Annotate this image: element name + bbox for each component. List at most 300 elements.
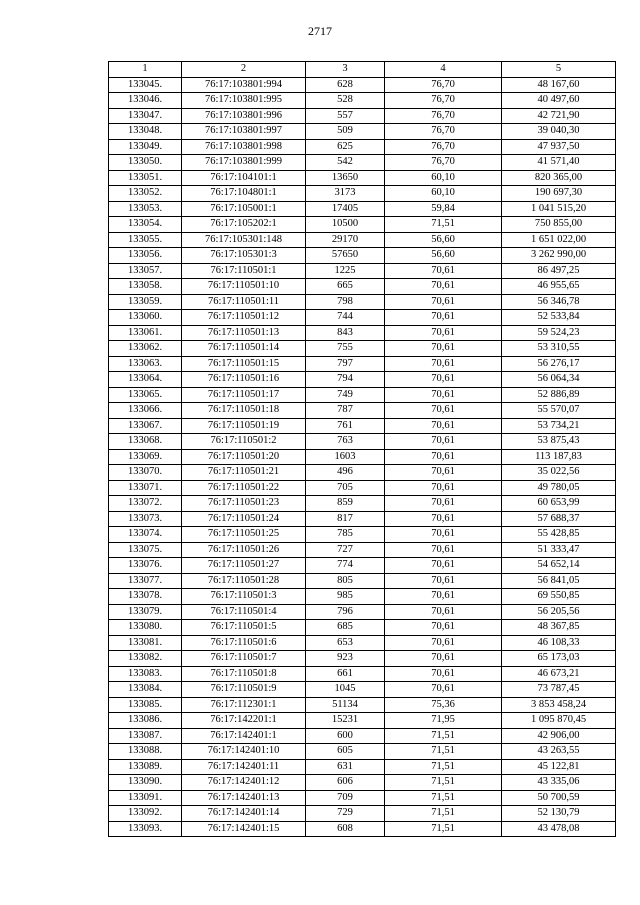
area-cell: 57650	[306, 248, 385, 264]
specific-value-cell: 70,61	[385, 682, 502, 698]
cadastral-number-cell: 76:17:110501:15	[182, 356, 306, 372]
table-row	[109, 806, 616, 822]
cadastral-number-cell: 76:17:105301:148	[182, 232, 306, 248]
cadastral-value-cell: 65 173,03	[502, 651, 616, 667]
cadastral-value-cell: 1 041 515,20	[502, 201, 616, 217]
specific-value-cell: 71,51	[385, 821, 502, 837]
row-index-cell: 133072.	[109, 496, 182, 512]
cadastral-number-cell: 76:17:103801:998	[182, 139, 306, 155]
specific-value-cell: 70,61	[385, 527, 502, 543]
cadastral-value-cell: 53 310,55	[502, 341, 616, 357]
column-number-row	[109, 62, 616, 78]
table-row	[109, 139, 616, 155]
area-cell: 763	[306, 434, 385, 450]
area-cell: 606	[306, 775, 385, 791]
row-index-cell: 133047.	[109, 108, 182, 124]
row-index-cell: 133086.	[109, 713, 182, 729]
row-index-cell: 133078.	[109, 589, 182, 605]
table-row	[109, 108, 616, 124]
specific-value-cell: 70,61	[385, 418, 502, 434]
specific-value-cell: 56,60	[385, 232, 502, 248]
cadastral-value-cell: 1 651 022,00	[502, 232, 616, 248]
table-row	[109, 77, 616, 93]
specific-value-cell: 71,51	[385, 775, 502, 791]
area-cell: 10500	[306, 217, 385, 233]
table-row	[109, 186, 616, 202]
cadastral-number-cell: 76:17:110501:9	[182, 682, 306, 698]
cadastral-number-cell: 76:17:142401:1	[182, 728, 306, 744]
specific-value-cell: 60,10	[385, 170, 502, 186]
table-row	[109, 527, 616, 543]
area-cell: 625	[306, 139, 385, 155]
cadastral-number-cell: 76:17:103801:994	[182, 77, 306, 93]
specific-value-cell: 70,61	[385, 666, 502, 682]
column-header-5: 5	[502, 62, 616, 78]
table-row	[109, 728, 616, 744]
specific-value-cell: 71,51	[385, 744, 502, 760]
row-index-cell: 133073.	[109, 511, 182, 527]
cadastral-value-table	[108, 61, 616, 837]
area-cell: 509	[306, 124, 385, 140]
specific-value-cell: 70,61	[385, 279, 502, 295]
area-cell: 787	[306, 403, 385, 419]
cadastral-number-cell: 76:17:110501:8	[182, 666, 306, 682]
row-index-cell: 133070.	[109, 465, 182, 481]
row-index-cell: 133092.	[109, 806, 182, 822]
specific-value-cell: 70,61	[385, 294, 502, 310]
area-cell: 859	[306, 496, 385, 512]
cadastral-value-cell: 113 187,83	[502, 449, 616, 465]
table-row	[109, 449, 616, 465]
table-row	[109, 744, 616, 760]
cadastral-number-cell: 76:17:103801:995	[182, 93, 306, 109]
table-row	[109, 155, 616, 171]
cadastral-value-cell: 59 524,23	[502, 325, 616, 341]
cadastral-value-cell: 190 697,30	[502, 186, 616, 202]
cadastral-value-cell: 69 550,85	[502, 589, 616, 605]
specific-value-cell: 70,61	[385, 263, 502, 279]
specific-value-cell: 76,70	[385, 77, 502, 93]
specific-value-cell: 71,95	[385, 713, 502, 729]
table-row	[109, 356, 616, 372]
cadastral-number-cell: 76:17:103801:997	[182, 124, 306, 140]
table-row	[109, 775, 616, 791]
cadastral-number-cell: 76:17:112301:1	[182, 697, 306, 713]
table-row	[109, 496, 616, 512]
specific-value-cell: 70,61	[385, 403, 502, 419]
cadastral-number-cell: 76:17:110501:19	[182, 418, 306, 434]
specific-value-cell: 70,61	[385, 325, 502, 341]
cadastral-number-cell: 76:17:110501:24	[182, 511, 306, 527]
cadastral-number-cell: 76:17:142401:13	[182, 790, 306, 806]
specific-value-cell: 70,61	[385, 387, 502, 403]
area-cell: 805	[306, 573, 385, 589]
cadastral-number-cell: 76:17:142201:1	[182, 713, 306, 729]
row-index-cell: 133089.	[109, 759, 182, 775]
cadastral-number-cell: 76:17:110501:18	[182, 403, 306, 419]
cadastral-value-cell: 50 700,59	[502, 790, 616, 806]
table-row	[109, 589, 616, 605]
specific-value-cell: 70,61	[385, 434, 502, 450]
area-cell: 727	[306, 542, 385, 558]
cadastral-number-cell: 76:17:110501:22	[182, 480, 306, 496]
cadastral-value-cell: 49 780,05	[502, 480, 616, 496]
area-cell: 923	[306, 651, 385, 667]
specific-value-cell: 76,70	[385, 108, 502, 124]
table-row	[109, 604, 616, 620]
cadastral-value-cell: 43 478,08	[502, 821, 616, 837]
area-cell: 985	[306, 589, 385, 605]
specific-value-cell: 70,61	[385, 651, 502, 667]
area-cell: 15231	[306, 713, 385, 729]
table-row	[109, 201, 616, 217]
specific-value-cell: 70,61	[385, 558, 502, 574]
cadastral-number-cell: 76:17:110501:20	[182, 449, 306, 465]
table-body	[109, 77, 616, 837]
area-cell: 608	[306, 821, 385, 837]
cadastral-number-cell: 76:17:110501:14	[182, 341, 306, 357]
cadastral-value-cell: 52 533,84	[502, 310, 616, 326]
cadastral-number-cell: 76:17:103801:996	[182, 108, 306, 124]
table-row	[109, 697, 616, 713]
table-row	[109, 682, 616, 698]
cadastral-value-cell: 48 367,85	[502, 620, 616, 636]
row-index-cell: 133093.	[109, 821, 182, 837]
area-cell: 709	[306, 790, 385, 806]
area-cell: 1603	[306, 449, 385, 465]
row-index-cell: 133082.	[109, 651, 182, 667]
cadastral-value-cell: 56 205,56	[502, 604, 616, 620]
cadastral-number-cell: 76:17:142401:12	[182, 775, 306, 791]
row-index-cell: 133053.	[109, 201, 182, 217]
cadastral-number-cell: 76:17:110501:7	[182, 651, 306, 667]
cadastral-number-cell: 76:17:110501:11	[182, 294, 306, 310]
cadastral-value-cell: 60 653,99	[502, 496, 616, 512]
specific-value-cell: 71,51	[385, 217, 502, 233]
table-row	[109, 93, 616, 109]
row-index-cell: 133052.	[109, 186, 182, 202]
area-cell: 628	[306, 77, 385, 93]
cadastral-value-cell: 46 673,21	[502, 666, 616, 682]
cadastral-number-cell: 76:17:110501:6	[182, 635, 306, 651]
table-row	[109, 635, 616, 651]
area-cell: 605	[306, 744, 385, 760]
specific-value-cell: 70,61	[385, 635, 502, 651]
table-row	[109, 387, 616, 403]
row-index-cell: 133066.	[109, 403, 182, 419]
cadastral-value-cell: 56 276,17	[502, 356, 616, 372]
cadastral-value-cell: 3 853 458,24	[502, 697, 616, 713]
cadastral-number-cell: 76:17:105202:1	[182, 217, 306, 233]
area-cell: 729	[306, 806, 385, 822]
table-row	[109, 821, 616, 837]
cadastral-number-cell: 76:17:142401:11	[182, 759, 306, 775]
area-cell: 774	[306, 558, 385, 574]
cadastral-value-cell: 56 841,05	[502, 573, 616, 589]
cadastral-value-cell: 3 262 990,00	[502, 248, 616, 264]
area-cell: 794	[306, 372, 385, 388]
cadastral-value-cell: 52 886,89	[502, 387, 616, 403]
row-index-cell: 133068.	[109, 434, 182, 450]
specific-value-cell: 70,61	[385, 620, 502, 636]
cadastral-number-cell: 76:17:110501:12	[182, 310, 306, 326]
area-cell: 1225	[306, 263, 385, 279]
area-cell: 665	[306, 279, 385, 295]
cadastral-number-cell: 76:17:110501:10	[182, 279, 306, 295]
area-cell: 817	[306, 511, 385, 527]
table-row	[109, 666, 616, 682]
row-index-cell: 133080.	[109, 620, 182, 636]
cadastral-value-cell: 56 346,78	[502, 294, 616, 310]
cadastral-number-cell: 76:17:110501:28	[182, 573, 306, 589]
cadastral-value-cell: 45 122,81	[502, 759, 616, 775]
row-index-cell: 133077.	[109, 573, 182, 589]
specific-value-cell: 76,70	[385, 93, 502, 109]
row-index-cell: 133071.	[109, 480, 182, 496]
page-number: 2717	[308, 24, 332, 38]
row-index-cell: 133069.	[109, 449, 182, 465]
area-cell: 496	[306, 465, 385, 481]
area-cell: 797	[306, 356, 385, 372]
area-cell: 705	[306, 480, 385, 496]
specific-value-cell: 71,51	[385, 806, 502, 822]
area-cell: 798	[306, 294, 385, 310]
cadastral-number-cell: 76:17:142401:15	[182, 821, 306, 837]
cadastral-number-cell: 76:17:110501:27	[182, 558, 306, 574]
cadastral-value-cell: 56 064,34	[502, 372, 616, 388]
cadastral-number-cell: 76:17:104101:1	[182, 170, 306, 186]
specific-value-cell: 70,61	[385, 604, 502, 620]
table-row	[109, 372, 616, 388]
area-cell: 749	[306, 387, 385, 403]
row-index-cell: 133063.	[109, 356, 182, 372]
cadastral-number-cell: 76:17:110501:1	[182, 263, 306, 279]
cadastral-value-cell: 55 428,85	[502, 527, 616, 543]
row-index-cell: 133064.	[109, 372, 182, 388]
cadastral-number-cell: 76:17:110501:21	[182, 465, 306, 481]
table-row	[109, 418, 616, 434]
cadastral-value-cell: 47 937,50	[502, 139, 616, 155]
area-cell: 796	[306, 604, 385, 620]
table-row	[109, 651, 616, 667]
specific-value-cell: 70,61	[385, 589, 502, 605]
specific-value-cell: 76,70	[385, 124, 502, 140]
area-cell: 631	[306, 759, 385, 775]
cadastral-number-cell: 76:17:105001:1	[182, 201, 306, 217]
specific-value-cell: 71,51	[385, 759, 502, 775]
table-row	[109, 542, 616, 558]
cadastral-number-cell: 76:17:110501:26	[182, 542, 306, 558]
table-row	[109, 310, 616, 326]
specific-value-cell: 76,70	[385, 155, 502, 171]
area-cell: 785	[306, 527, 385, 543]
specific-value-cell: 71,51	[385, 790, 502, 806]
row-index-cell: 133090.	[109, 775, 182, 791]
specific-value-cell: 71,51	[385, 728, 502, 744]
cadastral-value-cell: 41 571,40	[502, 155, 616, 171]
specific-value-cell: 70,61	[385, 480, 502, 496]
table-row	[109, 465, 616, 481]
area-cell: 51134	[306, 697, 385, 713]
specific-value-cell: 70,61	[385, 511, 502, 527]
cadastral-value-cell: 51 333,47	[502, 542, 616, 558]
cadastral-number-cell: 76:17:110501:23	[182, 496, 306, 512]
row-index-cell: 133091.	[109, 790, 182, 806]
row-index-cell: 133057.	[109, 263, 182, 279]
cadastral-number-cell: 76:17:103801:999	[182, 155, 306, 171]
table-row	[109, 573, 616, 589]
area-cell: 13650	[306, 170, 385, 186]
table-row	[109, 232, 616, 248]
cadastral-number-cell: 76:17:110501:16	[182, 372, 306, 388]
table-row	[109, 713, 616, 729]
area-cell: 1045	[306, 682, 385, 698]
table-row	[109, 403, 616, 419]
cadastral-value-cell: 35 022,56	[502, 465, 616, 481]
area-cell: 542	[306, 155, 385, 171]
row-index-cell: 133056.	[109, 248, 182, 264]
specific-value-cell: 70,61	[385, 356, 502, 372]
row-index-cell: 133062.	[109, 341, 182, 357]
cadastral-number-cell: 76:17:105301:3	[182, 248, 306, 264]
cadastral-value-cell: 53 875,43	[502, 434, 616, 450]
specific-value-cell: 76,70	[385, 139, 502, 155]
row-index-cell: 133087.	[109, 728, 182, 744]
cadastral-value-cell: 53 734,21	[502, 418, 616, 434]
cadastral-value-cell: 46 108,33	[502, 635, 616, 651]
cadastral-value-cell: 42 906,00	[502, 728, 616, 744]
cadastral-value-cell: 42 721,90	[502, 108, 616, 124]
cadastral-number-cell: 76:17:110501:2	[182, 434, 306, 450]
table-row	[109, 279, 616, 295]
area-cell: 661	[306, 666, 385, 682]
area-cell: 528	[306, 93, 385, 109]
row-index-cell: 133079.	[109, 604, 182, 620]
row-index-cell: 133059.	[109, 294, 182, 310]
row-index-cell: 133060.	[109, 310, 182, 326]
table-row	[109, 620, 616, 636]
row-index-cell: 133088.	[109, 744, 182, 760]
cadastral-value-cell: 52 130,79	[502, 806, 616, 822]
specific-value-cell: 70,61	[385, 542, 502, 558]
row-index-cell: 133051.	[109, 170, 182, 186]
table-row	[109, 341, 616, 357]
cadastral-number-cell: 76:17:110501:4	[182, 604, 306, 620]
area-cell: 744	[306, 310, 385, 326]
row-index-cell: 133081.	[109, 635, 182, 651]
table-row	[109, 480, 616, 496]
cadastral-value-cell: 820 365,00	[502, 170, 616, 186]
row-index-cell: 133085.	[109, 697, 182, 713]
row-index-cell: 133084.	[109, 682, 182, 698]
cadastral-number-cell: 76:17:110501:13	[182, 325, 306, 341]
cadastral-value-cell: 43 335,06	[502, 775, 616, 791]
specific-value-cell: 60,10	[385, 186, 502, 202]
row-index-cell: 133083.	[109, 666, 182, 682]
column-header-1: 1	[109, 62, 182, 78]
table-row	[109, 217, 616, 233]
table-row	[109, 170, 616, 186]
area-cell: 653	[306, 635, 385, 651]
row-index-cell: 133074.	[109, 527, 182, 543]
row-index-cell: 133046.	[109, 93, 182, 109]
row-index-cell: 133054.	[109, 217, 182, 233]
cadastral-value-cell: 57 688,37	[502, 511, 616, 527]
cadastral-number-cell: 76:17:142401:10	[182, 744, 306, 760]
column-header-3: 3	[306, 62, 385, 78]
column-header-2: 2	[182, 62, 306, 78]
table-row	[109, 248, 616, 264]
row-index-cell: 133050.	[109, 155, 182, 171]
table-row	[109, 558, 616, 574]
specific-value-cell: 70,61	[385, 310, 502, 326]
cadastral-value-cell: 39 040,30	[502, 124, 616, 140]
specific-value-cell: 70,61	[385, 496, 502, 512]
cadastral-number-cell: 76:17:110501:17	[182, 387, 306, 403]
cadastral-value-cell: 86 497,25	[502, 263, 616, 279]
area-cell: 600	[306, 728, 385, 744]
cadastral-value-cell: 750 855,00	[502, 217, 616, 233]
cadastral-number-cell: 76:17:110501:25	[182, 527, 306, 543]
area-cell: 761	[306, 418, 385, 434]
area-cell: 3173	[306, 186, 385, 202]
row-index-cell: 133075.	[109, 542, 182, 558]
row-index-cell: 133049.	[109, 139, 182, 155]
row-index-cell: 133048.	[109, 124, 182, 140]
cadastral-value-cell: 46 955,65	[502, 279, 616, 295]
table-row	[109, 294, 616, 310]
area-cell: 685	[306, 620, 385, 636]
row-index-cell: 133058.	[109, 279, 182, 295]
row-index-cell: 133065.	[109, 387, 182, 403]
cadastral-number-cell: 76:17:110501:5	[182, 620, 306, 636]
table-row	[109, 263, 616, 279]
table-row	[109, 790, 616, 806]
specific-value-cell: 56,60	[385, 248, 502, 264]
area-cell: 557	[306, 108, 385, 124]
area-cell: 17405	[306, 201, 385, 217]
specific-value-cell: 70,61	[385, 465, 502, 481]
cadastral-value-cell: 43 263,55	[502, 744, 616, 760]
area-cell: 843	[306, 325, 385, 341]
row-index-cell: 133055.	[109, 232, 182, 248]
specific-value-cell: 70,61	[385, 341, 502, 357]
cadastral-value-cell: 40 497,60	[502, 93, 616, 109]
specific-value-cell: 59,84	[385, 201, 502, 217]
cadastral-number-cell: 76:17:110501:3	[182, 589, 306, 605]
row-index-cell: 133067.	[109, 418, 182, 434]
row-index-cell: 133076.	[109, 558, 182, 574]
cadastral-value-cell: 73 787,45	[502, 682, 616, 698]
cadastral-value-cell: 48 167,60	[502, 77, 616, 93]
cadastral-value-cell: 55 570,07	[502, 403, 616, 419]
table-row	[109, 511, 616, 527]
row-index-cell: 133045.	[109, 77, 182, 93]
cadastral-number-cell: 76:17:104801:1	[182, 186, 306, 202]
cadastral-value-cell: 1 095 870,45	[502, 713, 616, 729]
specific-value-cell: 70,61	[385, 372, 502, 388]
column-header-4: 4	[385, 62, 502, 78]
table-row	[109, 434, 616, 450]
specific-value-cell: 70,61	[385, 449, 502, 465]
cadastral-number-cell: 76:17:142401:14	[182, 806, 306, 822]
specific-value-cell: 75,36	[385, 697, 502, 713]
table-row	[109, 325, 616, 341]
area-cell: 755	[306, 341, 385, 357]
specific-value-cell: 70,61	[385, 573, 502, 589]
cadastral-value-cell: 54 652,14	[502, 558, 616, 574]
area-cell: 29170	[306, 232, 385, 248]
